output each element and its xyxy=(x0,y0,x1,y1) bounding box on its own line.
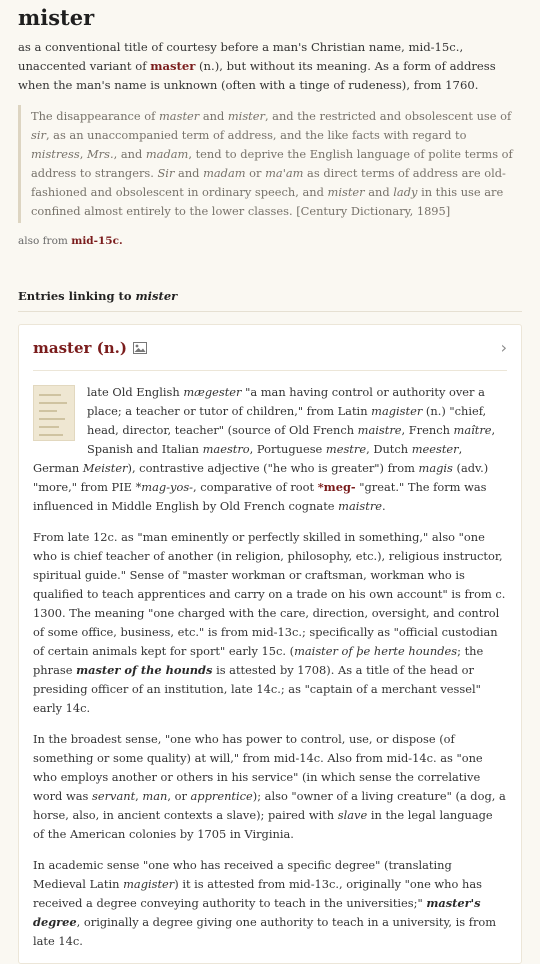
entry-word: mister xyxy=(18,5,95,30)
linked-entry-title[interactable]: master (n.) xyxy=(33,338,127,357)
also-from-date[interactable]: mid-15c. xyxy=(71,235,123,247)
chevron-right-icon[interactable]: › xyxy=(500,338,507,357)
sense-paragraph: From late 12c. as "man eminently or perfectly skilled in something," also "one who is chief teacher of another (in religion, philosophy, etc.), religious instructor, spiritual guide." Sense of "master workman or craftsman, workman who is qualified to teach apprentices and carry on a trade on his own account" is from c. 1300. The meaning "one charged with the care, direction, oversight, and control of some office, business, etc." is from mid-13c.; specifically as "official custodian of certain animals kept for sport" early 15c. (maister of þe herte houndes; the phrase master of the hounds is attested by 1708). As a title of the head or presiding officer of an institution, late 14c.; as "captain of a merchant vessel" early 14c. xyxy=(33,530,506,715)
sense-paragraph: In academic sense "one who has received a specific degree" (translating Medieval Latin magister) it is attested from mid-13c., originally "one who has received a degree conveying authority to teach in the universities;" master's degree, originally a degree giving one authority to teach in a university, is from late 14c. xyxy=(33,858,497,948)
definition: as a conventional title of courtesy before a man's Christian name, mid-15c., unaccented variant of master (n.), but without its meaning. As a form of address when the man's name is unknown (often with a tinge of rudeness), from 1760. xyxy=(18,40,496,92)
also-from: also from mid-15c. xyxy=(18,235,123,247)
image-icon[interactable] xyxy=(133,342,147,354)
entry-thumbnail[interactable] xyxy=(33,385,75,441)
linked-entry-header[interactable] xyxy=(33,325,507,371)
etymology-paragraph: late Old English mægester "a man having control or authority over a place; a teacher or tutor of children," from Latin magister (n.) "chief, head, director, teacher" (source of Old French maistre, French maître, Spanish and Italian maestro, Portuguese mestre, Dutch meester, German Meister), contrastive adjective ("he who is greater") from magis (adv.) "more," from PIE *mag-yos-, comparative of root *meg- "great." The form was influenced in Middle English by Old French cognate maistre. xyxy=(33,385,496,513)
linked-entry-card xyxy=(18,324,522,964)
sense-paragraph: In the broadest sense, "one who has power to control, use, or dispose (of something or some quality) at will," from mid-14c. Also from mid-14c. as "one who employs another or others in his service" (in which sense the correlative word was servant, man, or apprentice); also "owner of a living creature" (a dog, a horse, also, in ancient contexts a slave); paired with slave in the legal language of the American colonies by 1705 in Virginia. xyxy=(33,732,506,841)
entries-linking-heading: Entries linking to mister xyxy=(18,289,522,312)
master-link[interactable]: master xyxy=(150,59,196,73)
linked-entry-body xyxy=(33,383,507,951)
root-meg-link[interactable]: *meg- xyxy=(317,480,356,494)
century-dictionary-quote: The disappearance of master and mister, and the restricted and obsolescent use of sir, as an unaccompanied term of address, and the like facts with regard to mistress, Mrs., and madam, tend to deprive the English language of polite terms of address to strangers. Sir and madam or ma'am as direct terms of address are old-fashioned and obsolescent in ordinary speech, and mister and lady in this use are confined almost entirely to the lower classes. [Century Dictionary, 1895] xyxy=(18,105,522,223)
